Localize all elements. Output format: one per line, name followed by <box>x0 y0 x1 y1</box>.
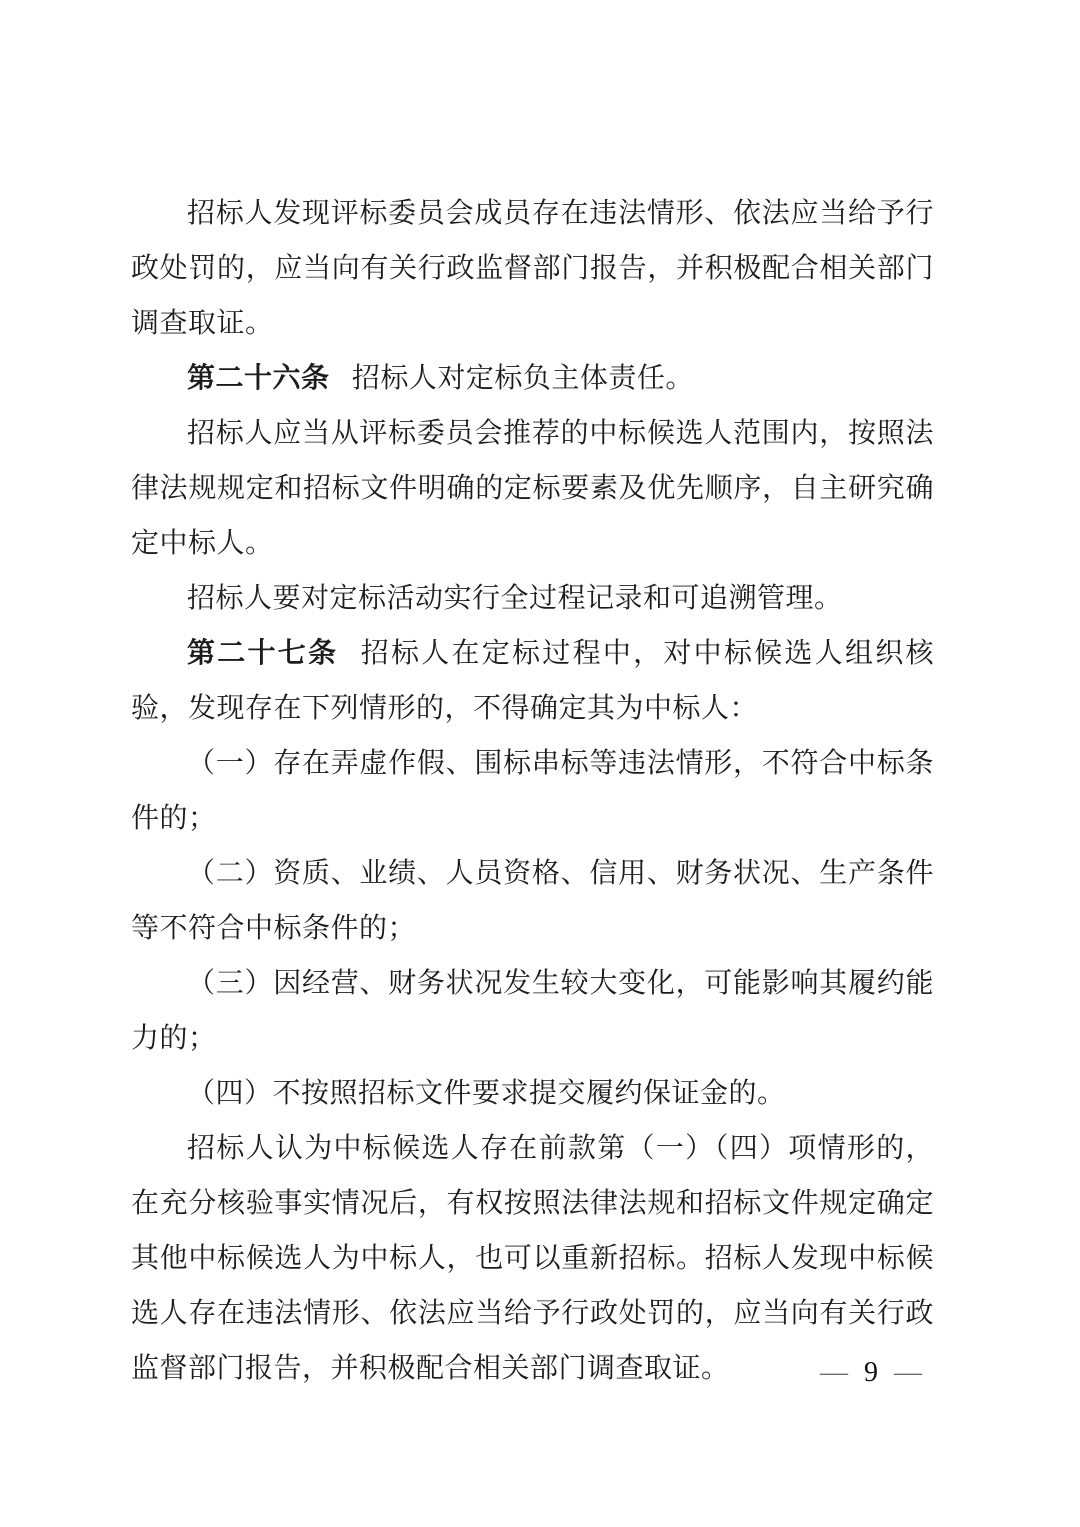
body-paragraph: 招标人应当从评标委员会推荐的中标候选人范围内，按照法律法规规定和招标文件明确的定标要素及优先顺序，自主研究确定中标人。 <box>131 418 934 559</box>
body-paragraph: （四）不按照招标文件要求提交履约保证金的。 <box>187 1078 786 1109</box>
body-paragraph: 招标人认为中标候选人存在前款第（一）（四）项情形的，在充分核验事实情况后，有权按照法律法规和招标文件规定确定其他中标候选人为中标人，也可以重新招标。招标人发现中标候选人存在违法情形、依法应当给予行政处罚的，应当向有关行政监督部门报告，并积极配合相关部门调查取证。 <box>131 1133 934 1384</box>
page-number-dash-right: — <box>894 1357 922 1388</box>
article-text: 招标人对定标负主体责任。 <box>351 363 694 394</box>
body-paragraph: （三）因经营、财务状况发生较大变化，可能影响其履约能力的； <box>131 968 934 1054</box>
body-paragraph: 招标人发现评标委员会成员存在违法情形、依法应当给予行政处罚的，应当向有关行政监督部门报告，并积极配合相关部门调查取证。 <box>131 198 934 339</box>
article-term: 第二十七条 <box>187 638 339 669</box>
body-paragraph: （一）存在弄虚作假、围标串标等违法情形，不符合中标条件的； <box>131 748 934 834</box>
page-number <box>820 1356 922 1390</box>
article-text: 招标人在定标过程中，对中标候选人组织核验，发现存在下列情形的，不得确定其为中标人： <box>131 638 934 724</box>
body-paragraph: 招标人要对定标活动实行全过程记录和可追溯管理。 <box>187 583 843 614</box>
document-body <box>131 186 934 1396</box>
article-paragraph <box>131 626 934 736</box>
article-paragraph <box>131 351 934 406</box>
article-term: 第二十六条 <box>187 363 330 394</box>
page-number-value: 9 <box>864 1357 878 1388</box>
page-number-dash-left: — <box>820 1357 848 1388</box>
body-paragraph: （二）资质、业绩、人员资格、信用、财务状况、生产条件等不符合中标条件的； <box>131 858 934 944</box>
